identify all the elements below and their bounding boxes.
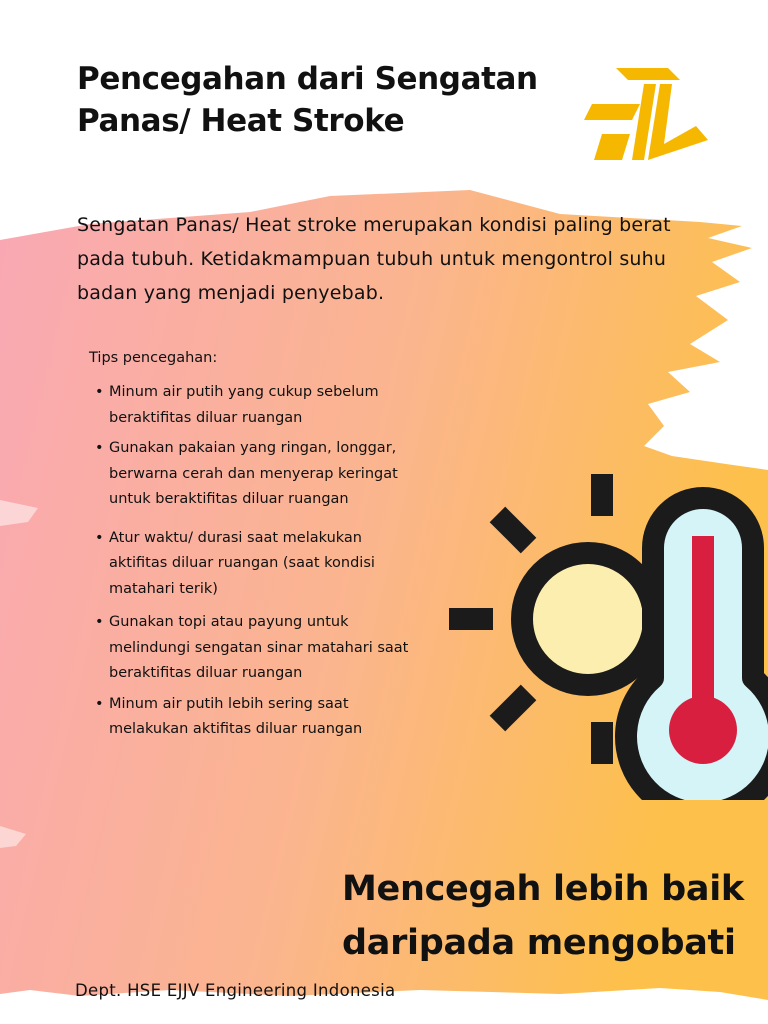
tips-list <box>95 380 415 748</box>
list-item: • Minum air putih lebih sering saat melakukan aktifitas diluar ruangan <box>95 692 415 743</box>
slogan-line-1: Mencegah lebih baik <box>342 869 744 909</box>
list-item: • Gunakan pakaian yang ringan, longgar, berwarna cerah dan menyerap keringat untuk beraktifitas diluar ruangan <box>95 436 415 513</box>
slogan-line-2: daripada mengobati <box>342 923 736 963</box>
page-title: Pencegahan dari Sengatan Panas/ Heat Stroke <box>77 61 538 139</box>
list-item: • Minum air putih yang cukup sebelum beraktifitas diluar ruangan <box>95 380 415 431</box>
sun-thermometer-icon <box>440 470 768 800</box>
list-item: • Gunakan topi atau payung untuk melindungi sengatan sinar matahari saat beraktifitas diluar ruangan <box>95 610 415 687</box>
tips-heading: Tips pencegahan: <box>89 350 218 366</box>
ejjv-logo-icon <box>584 64 708 164</box>
intro-paragraph: Sengatan Panas/ Heat stroke merupakan kondisi paling berat pada tubuh. Ketidakmampuan tubuh untuk mengontrol suhu badan yang menjadi penyebab. <box>77 214 671 304</box>
list-item: • Atur waktu/ durasi saat melakukan aktifitas diluar ruangan (saat kondisi matahari terik) <box>95 526 415 603</box>
slogan <box>342 862 768 970</box>
footer-department: Dept. HSE EJJV Engineering Indonesia <box>75 981 396 1000</box>
